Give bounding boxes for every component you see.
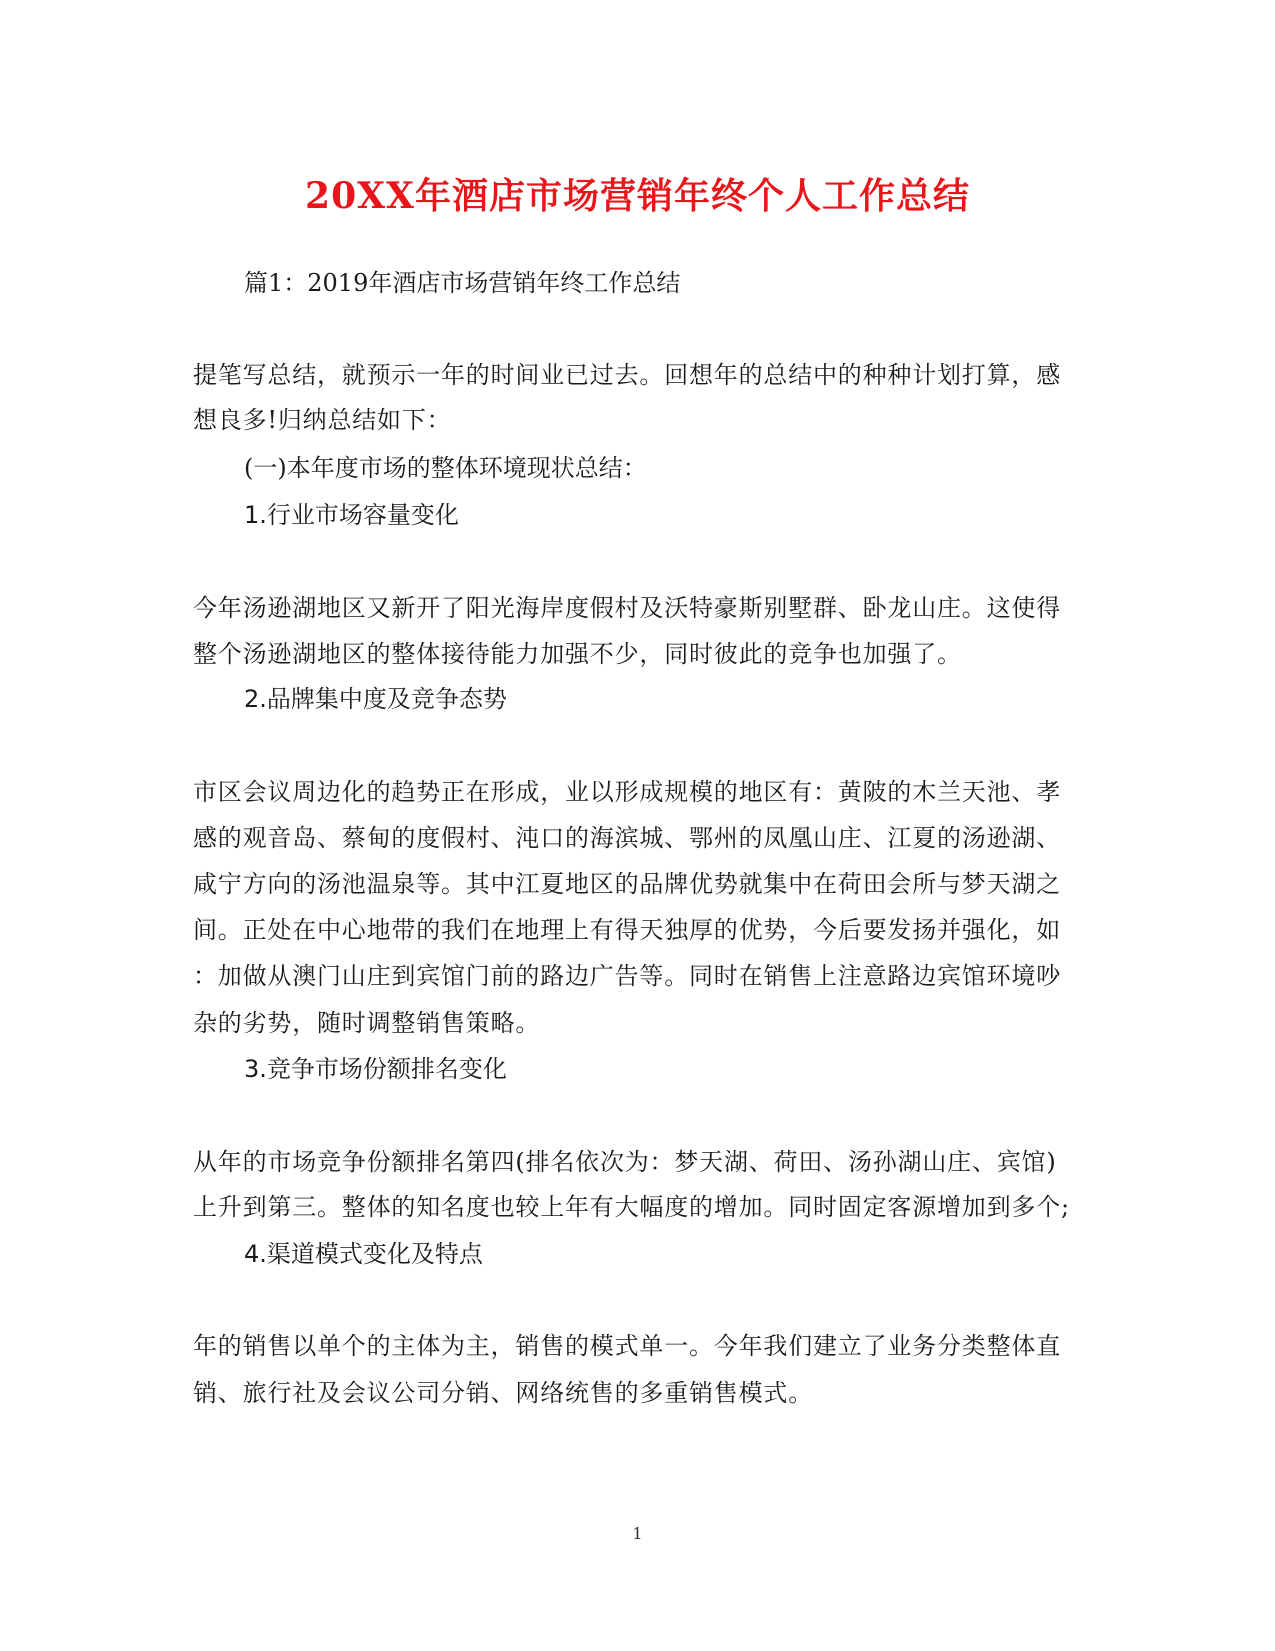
intro-line-1: 提笔写总结，就预示一年的时间业已过去。回想年的总结中的种种计划打算，感 (193, 361, 1061, 389)
subtitle: 篇1：2019年酒店市场营销年终工作总结 (244, 269, 681, 297)
item3-line-2: 上升到第三。整体的知名度也较上年有大幅度的增加。同时固定客源增加到多个; (193, 1193, 1070, 1221)
item1-line-2: 整个汤逊湖地区的整体接待能力加强不少，同时彼此的竞争也加强了。 (193, 640, 962, 668)
item4-heading: 4.渠道模式变化及特点 (244, 1240, 483, 1268)
section-heading: (一)本年度市场的整体环境现状总结： (244, 454, 647, 482)
document-title: 20XX年酒店市场营销年终个人工作总结 (305, 175, 970, 217)
item2-line-3: 咸宁方向的汤池温泉等。其中江夏地区的品牌优势就集中在荷田会所与梦天湖之 (193, 870, 1061, 898)
item2-line-1: 市区会议周边化的趋势正在形成，业以形成规模的地区有：黄陂的木兰天池、孝 (193, 778, 1061, 806)
item2-heading: 2.品牌集中度及竞争态势 (244, 685, 507, 713)
item4-line-1: 年的销售以单个的主体为主，销售的模式单一。今年我们建立了业务分类整体直 (193, 1332, 1061, 1360)
intro-line-2: 想良多!归纳总结如下： (193, 406, 452, 434)
item1-line-1: 今年汤逊湖地区又新开了阳光海岸度假村及沃特豪斯别墅群、卧龙山庄。这使得 (193, 594, 1061, 622)
item2-line-6: 杂的劣势，随时调整销售策略。 (193, 1009, 541, 1037)
item3-heading: 3.竞争市场份额排名变化 (244, 1055, 507, 1083)
item2-line-2: 感的观音岛、蔡甸的度假村、沌口的海滨城、鄂州的凤凰山庄、江夏的汤逊湖、 (193, 824, 1061, 852)
item2-line-4: 间。正处在中心地带的我们在地理上有得天独厚的优势，今后要发扬并强化，如 (193, 916, 1061, 944)
item1-heading: 1.行业市场容量变化 (244, 501, 459, 529)
item2-line-5: ：加做从澳门山庄到宾馆门前的路边广告等。同时在销售上注意路边宾馆环境吵 (193, 962, 1061, 990)
item4-line-2: 销、旅行社及会议公司分销、网络统售的多重销售模式。 (193, 1379, 813, 1407)
item3-line-1: 从年的市场竞争份额排名第四(排名依次为：梦天湖、荷田、汤孙湖山庄、宾馆) (193, 1148, 1057, 1176)
page-number: 1 (632, 1524, 643, 1543)
